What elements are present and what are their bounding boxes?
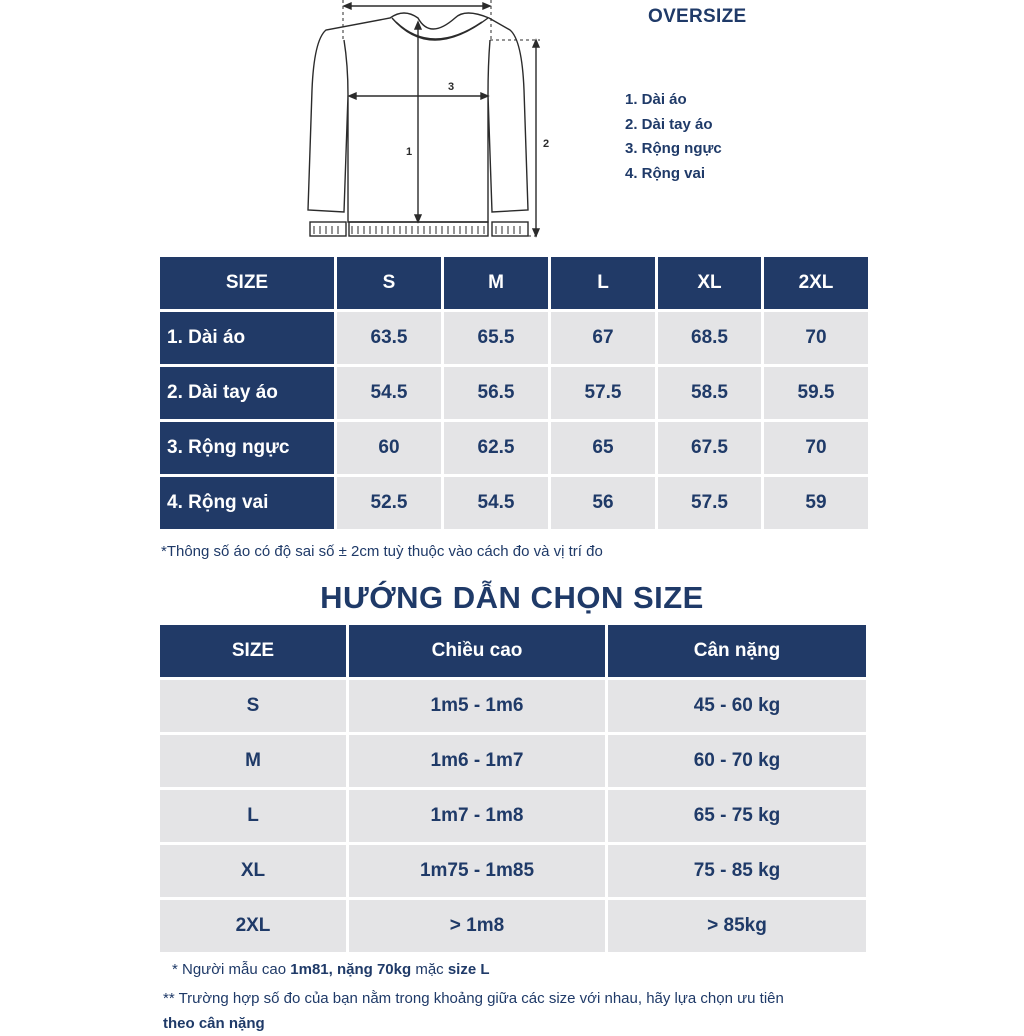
size-guide-table — [160, 625, 866, 951]
table-cell: 62.5 — [444, 422, 548, 474]
table-cell: 70 — [764, 312, 868, 364]
table-cell: 58.5 — [658, 367, 761, 419]
header-cell: SIZE — [160, 625, 346, 677]
table-cell: 56.5 — [444, 367, 548, 419]
weight-cell: 65 - 75 kg — [608, 790, 866, 842]
choose-size-note — [163, 986, 903, 1036]
model-note-prefix: * Người mẫu cao — [172, 961, 291, 978]
height-cell: 1m75 - 1m85 — [349, 845, 605, 897]
table-cell: 59.5 — [764, 367, 868, 419]
header-cell: Chiều cao — [349, 625, 605, 677]
height-cell: 1m7 - 1m8 — [349, 790, 605, 842]
height-cell: 1m6 - 1m7 — [349, 735, 605, 787]
table-cell: 70 — [764, 422, 868, 474]
height-cell: 1m5 - 1m6 — [349, 680, 605, 732]
weight-cell: 45 - 60 kg — [608, 680, 866, 732]
table-cell: 52.5 — [337, 477, 441, 529]
header-cell: L — [551, 257, 655, 309]
legend-item: 1. Dài áo — [625, 91, 687, 108]
row-label: 1. Dài áo — [160, 312, 334, 364]
tolerance-note: *Thông số áo có độ sai số ± 2cm tuỳ thuộc vào cách đo và vị trí đo — [161, 543, 603, 560]
header-cell: XL — [658, 257, 761, 309]
header-cell: 2XL — [764, 257, 868, 309]
size-cell: 2XL — [160, 900, 346, 952]
header-cell: S — [337, 257, 441, 309]
weight-cell: 60 - 70 kg — [608, 735, 866, 787]
size-guide-title: HƯỚNG DẪN CHỌN SIZE — [320, 580, 704, 615]
fit-title: OVERSIZE — [648, 6, 747, 27]
table-cell: 59 — [764, 477, 868, 529]
table-cell: 57.5 — [658, 477, 761, 529]
diagram-label-2: 2 — [543, 138, 550, 150]
table-cell: 67 — [551, 312, 655, 364]
size-cell: M — [160, 735, 346, 787]
row-label: 2. Dài tay áo — [160, 367, 334, 419]
table-cell: 67.5 — [658, 422, 761, 474]
table-cell: 60 — [337, 422, 441, 474]
model-size: size L — [447, 961, 490, 978]
weight-cell: > 85kg — [608, 900, 866, 952]
header-cell: M — [444, 257, 548, 309]
table-cell: 65 — [551, 422, 655, 474]
legend-item: 3. Rộng ngực — [625, 140, 722, 157]
table-cell: 63.5 — [337, 312, 441, 364]
table-cell: 65.5 — [444, 312, 548, 364]
height-cell: > 1m8 — [349, 900, 605, 952]
measurement-legend — [625, 88, 722, 186]
size-cell: S — [160, 680, 346, 732]
weight-cell: 75 - 85 kg — [608, 845, 866, 897]
legend-item: 2. Dài tay áo — [625, 115, 713, 133]
sweater-measurement-diagram — [300, 0, 570, 245]
diagram-label-3: 3 — [448, 81, 455, 93]
table-cell: 68.5 — [658, 312, 761, 364]
header-cell: SIZE — [160, 257, 334, 309]
table-cell: 56 — [551, 477, 655, 529]
model-measurements: 1m81, nặng 70kg — [290, 961, 412, 978]
size-cell: XL — [160, 845, 346, 897]
legend-item: 4. Rộng vai — [625, 164, 706, 182]
table-cell: 57.5 — [551, 367, 655, 419]
row-label: 4. Rộng vai — [160, 477, 334, 529]
row-label: 3. Rộng ngực — [160, 422, 334, 474]
table-cell: 54.5 — [337, 367, 441, 419]
choose-size-emphasis: theo cân nặng — [163, 1015, 265, 1032]
header-cell: Cân nặng — [608, 625, 866, 677]
choose-size-text: ** Trường hợp số đo của bạn nằm trong khoảng giữa các size với nhau, hãy lựa chọn ưu tiên — [163, 990, 784, 1007]
measurement-table — [160, 257, 866, 528]
diagram-label-1: 1 — [406, 146, 413, 158]
model-note — [172, 961, 490, 978]
table-cell: 54.5 — [444, 477, 548, 529]
model-note-middle: mặc — [411, 961, 448, 978]
size-cell: L — [160, 790, 346, 842]
